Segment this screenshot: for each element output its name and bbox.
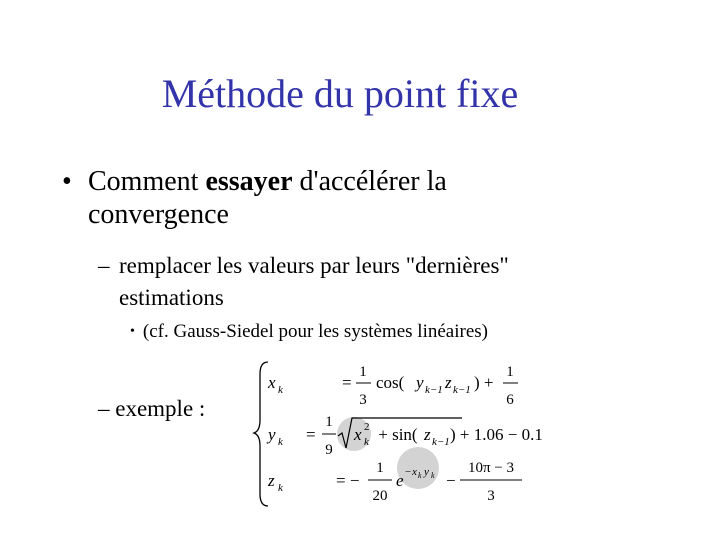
left-brace bbox=[254, 362, 268, 506]
row3-exp-base: e bbox=[396, 471, 404, 490]
bullet-dot-icon: • bbox=[62, 166, 72, 197]
sub-bullet-1 bbox=[98, 250, 658, 314]
row2-index-prev: k−1 bbox=[432, 436, 450, 448]
row1-index-prev: k−1 bbox=[453, 384, 471, 396]
dash-icon: – bbox=[98, 253, 110, 278]
bullet-1-post: d'accélérer la bbox=[292, 166, 447, 197]
bullet-1-text bbox=[88, 165, 682, 231]
var-x: x bbox=[268, 373, 276, 392]
row3-den: 20 bbox=[372, 488, 388, 504]
bullet-1-line2: convergence bbox=[88, 199, 229, 230]
row3-exp-index: k bbox=[418, 471, 422, 480]
bullet-1 bbox=[62, 165, 682, 231]
row1-num2: 1 bbox=[506, 364, 514, 380]
sub-bullet-1-line1: remplacer les valeurs par leurs "dernières" bbox=[119, 253, 509, 278]
row2-index-k: k bbox=[364, 436, 369, 448]
sub-bullet-1-line2: estimations bbox=[119, 285, 224, 310]
row2-square: 2 bbox=[364, 421, 370, 433]
slide-title: Méthode du point fixe bbox=[161, 71, 519, 116]
bullet-1-pre: Comment bbox=[88, 166, 206, 197]
row2-tail: ) + 1.06 − 0.1 bbox=[450, 425, 543, 444]
var-y: y bbox=[268, 425, 276, 444]
row2-den: 9 bbox=[325, 442, 333, 458]
sub-sub-bullet-1-text: (cf. Gauss-Siedel pour les systèmes linéaires) bbox=[142, 321, 488, 342]
sub-sub-bullet-1 bbox=[130, 319, 488, 345]
example-bullet bbox=[98, 396, 205, 422]
var-z: z bbox=[268, 471, 275, 490]
row2-num: 1 bbox=[325, 414, 333, 430]
row1-close: ) + bbox=[474, 373, 494, 392]
row3-num: 1 bbox=[376, 460, 384, 476]
row3-exp-x: x bbox=[412, 466, 417, 478]
row1-var-z: z bbox=[445, 373, 452, 392]
row1-num: 1 bbox=[359, 364, 367, 380]
row1-index-prev: k−1 bbox=[425, 384, 443, 396]
index-k: k bbox=[278, 384, 283, 396]
index-k: k bbox=[278, 482, 283, 494]
sub-bullet-1-text bbox=[119, 250, 658, 314]
row3-exp-sign: − bbox=[405, 466, 412, 478]
row3-eq: = − bbox=[336, 471, 364, 490]
index-k: k bbox=[278, 436, 283, 448]
row1-func: cos( bbox=[376, 373, 405, 392]
example-label: exemple : bbox=[115, 396, 206, 421]
row2-var-z: z bbox=[424, 425, 431, 444]
row2-var-x: x bbox=[354, 425, 362, 444]
row2-plus-sin: + sin( bbox=[374, 425, 418, 444]
row1-eq: = bbox=[342, 373, 352, 392]
row3-minus: − bbox=[446, 471, 456, 490]
row3-den2: 3 bbox=[487, 488, 495, 504]
row3-exp-y: y bbox=[424, 466, 429, 478]
bullet-1-bold: essayer bbox=[205, 166, 293, 197]
row1-den: 3 bbox=[359, 392, 367, 408]
row3-exp-index: k bbox=[431, 471, 435, 480]
row1-var-y: y bbox=[416, 373, 424, 392]
equation-system bbox=[250, 358, 570, 510]
dash-icon: – bbox=[98, 396, 110, 421]
row2-eq: = bbox=[306, 425, 316, 444]
bullet-dot-icon: • bbox=[130, 324, 135, 339]
row1-den2: 6 bbox=[506, 392, 514, 408]
row3-num2: 10π − 3 bbox=[467, 460, 515, 476]
